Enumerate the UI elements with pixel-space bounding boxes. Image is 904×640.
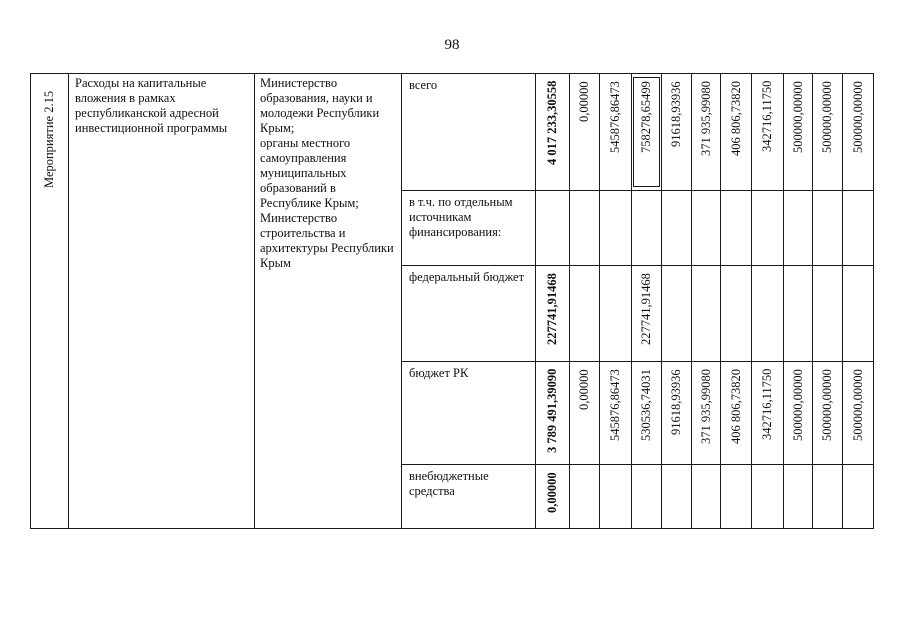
highlighted-cell-box	[633, 77, 660, 187]
value-total: 3 789 491,39090	[545, 368, 559, 453]
table-vline	[661, 73, 662, 528]
value-cell: 500000,00000	[850, 81, 865, 153]
value-cell: 545876,86473	[608, 81, 622, 153]
table-vline	[720, 73, 721, 528]
source-label: всего	[409, 78, 438, 92]
table-vline	[842, 73, 843, 528]
value-cell: 545876,86473	[608, 369, 622, 441]
source-label: федеральный бюджет	[409, 270, 525, 284]
source-label: бюджет РК	[409, 366, 469, 380]
value-cell: 406 806,73820	[728, 81, 743, 156]
table-hline	[401, 265, 874, 266]
table-hline	[30, 528, 874, 529]
page-number: 98	[444, 37, 460, 53]
table-vline	[873, 73, 874, 528]
value-cell: 0,00000	[577, 81, 591, 122]
table-hline	[401, 361, 874, 362]
value-cell: 371 935,99080	[698, 81, 713, 156]
measure-description: Расходы на капитальные вложения в рамках республиканской адресной инвестиционной программы	[75, 76, 228, 135]
value-cell: 371 935,99080	[698, 369, 713, 444]
table-vline	[751, 73, 752, 528]
value-cell: 342716,11750	[760, 368, 774, 440]
table-hline	[30, 73, 874, 74]
table-hline	[401, 190, 874, 191]
table-vline	[254, 73, 255, 528]
table-hline	[401, 464, 874, 465]
value-cell: 500000,00000	[820, 369, 834, 441]
value-cell: 500000,00000	[850, 369, 865, 441]
value-cell: 342716,11750	[760, 80, 774, 152]
value-total: 227741,91468	[545, 273, 559, 345]
value-cell: 530536,74031	[639, 369, 653, 441]
value-cell: 500000,00000	[790, 369, 805, 441]
table-vline	[535, 73, 536, 528]
table-vline	[30, 73, 31, 528]
table-vline	[783, 73, 784, 528]
table-vline	[401, 73, 402, 528]
value-cell: 0,00000	[577, 369, 591, 410]
value-cell: 227741,91468	[639, 273, 653, 345]
source-label: в т.ч. по отдельным источникам финансирования:	[409, 195, 513, 239]
value-total: 4 017 233,30558	[545, 80, 559, 165]
table-vline	[631, 73, 632, 528]
value-cell: 500000,00000	[820, 81, 834, 153]
value-cell: 758278,65499	[639, 81, 653, 153]
row-label: Мероприятие 2.15	[42, 90, 56, 188]
value-cell: 500000,00000	[790, 81, 805, 153]
value-cell: 91618,93936	[669, 369, 683, 435]
value-total: 0,00000	[545, 472, 559, 513]
value-cell: 406 806,73820	[728, 369, 743, 444]
table-vline	[599, 73, 600, 528]
value-cell: 91618,93936	[669, 81, 683, 147]
source-label: внебюджетные средства	[409, 469, 489, 498]
table-vline	[569, 73, 570, 528]
table-vline	[812, 73, 813, 528]
responsible-executors: Министерство образования, науки и молодежи Республики Крым; органы местного самоуправления муниципальных образований в Республике Крым; Министерство строительства и архитектуры Республики Крым	[260, 76, 394, 270]
table-vline	[691, 73, 692, 528]
table-vline	[68, 73, 69, 528]
